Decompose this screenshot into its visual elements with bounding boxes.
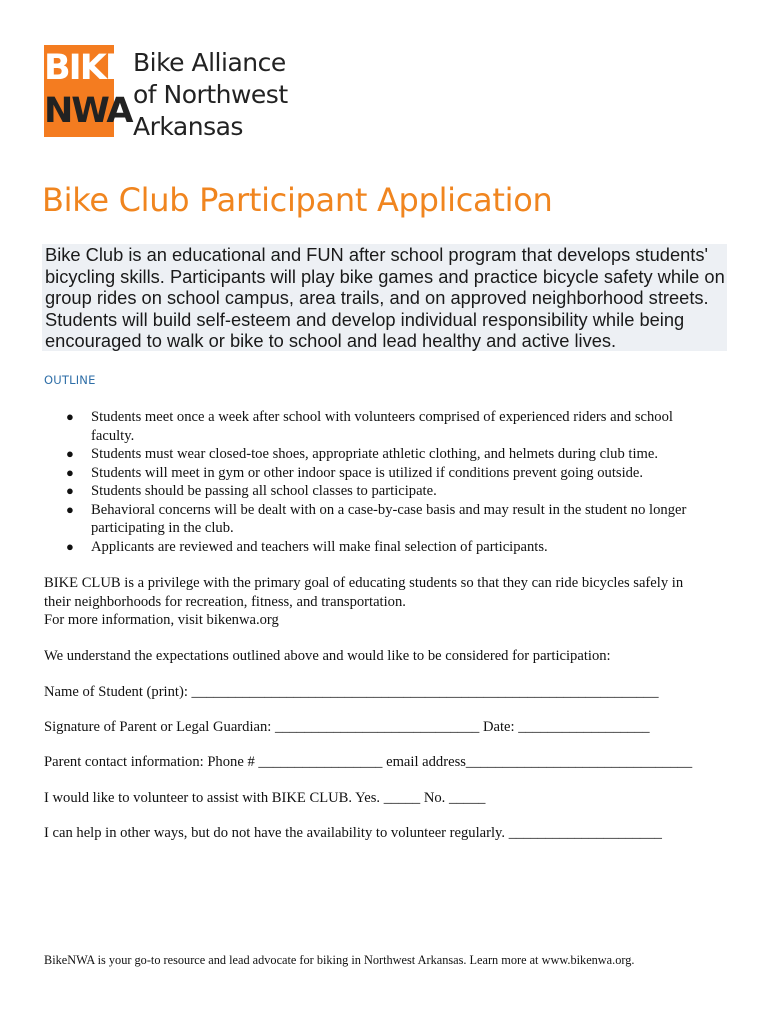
footer-brand: BikeNWA	[44, 953, 95, 967]
list-item	[66, 445, 716, 464]
bullet-icon: ●	[66, 538, 74, 554]
outline-list	[66, 408, 716, 556]
list-item-text: Applicants are reviewed and teachers will make final selection of participants.	[91, 538, 548, 555]
privilege-line-2: their neighborhoods for recreation, fitness, and transportation.	[44, 594, 406, 610]
student-name-field[interactable]: Name of Student (print): ________________________________________________________________	[44, 684, 659, 700]
outline-heading: OUTLINE	[44, 373, 96, 387]
list-item-text: Students will meet in gym or other indoor space is utilized if conditions prevent going outside.	[91, 464, 644, 481]
organization-name	[133, 47, 303, 143]
list-item-text: Behavioral concerns will be dealt with on a case-by-case basis and may result in the student no longer participating in the club.	[91, 501, 687, 536]
more-info-line: For more information, visit bikenwa.org	[44, 612, 279, 628]
list-item-text: Students meet once a week after school with volunteers comprised of experienced riders and school faculty.	[91, 409, 673, 444]
org-name-line-2: of Northwest	[133, 80, 288, 109]
signature-date-field[interactable]: Signature of Parent or Legal Guardian: ____________________________ Date: __________________	[44, 719, 650, 735]
footer-link[interactable]: www.bikenwa.org	[541, 953, 632, 967]
intro-paragraph: Bike Club is an educational and FUN after school program that develops students' bicycling skills. Participants will play bike games and practice bicycle safety while on group rides on school campus, area trails, and on approved neighborhood streets. Students will build self-esteem and develop individual responsibility while being encouraged to walk or bike to school and lead healthy and active lives.	[42, 244, 727, 351]
org-name-line-3: Arkansas	[133, 112, 243, 141]
bullet-icon: ●	[66, 464, 74, 480]
bullet-icon: ●	[66, 501, 74, 517]
bullet-icon: ●	[66, 446, 74, 461]
logo-text-bike: BIKE	[44, 48, 127, 88]
footer-note	[44, 953, 634, 968]
list-item-text: Students should be passing all school classes to participate.	[91, 483, 437, 499]
logo-text-nwa: NWA	[44, 91, 132, 131]
list-item-text: Students must wear closed-toe shoes, appropriate athletic clothing, and helmets during club time.	[91, 446, 658, 462]
volunteer-choice-field[interactable]: I would like to volunteer to assist with BIKE CLUB. Yes. _____ No. _____	[44, 790, 486, 806]
list-item	[66, 408, 716, 445]
list-item	[66, 464, 716, 483]
footer-text: is your go-to resource and lead advocate for biking in Northwest Arkansas. Learn more at	[94, 953, 542, 967]
expectations-statement: We understand the expectations outlined above and would like to be considered for participation:	[44, 648, 611, 664]
parent-contact-field[interactable]: Parent contact information: Phone # _________________ email address_______________________________	[44, 754, 693, 770]
privilege-line-1: BIKE CLUB is a privilege with the primary goal of educating students so that they can ride bicycles safely in	[44, 575, 684, 591]
page-title: Bike Club Participant Application	[42, 181, 553, 219]
bikenwa-logo	[44, 45, 132, 137]
bullet-icon: ●	[66, 409, 74, 424]
other-help-field[interactable]: I can help in other ways, but do not have the availability to volunteer regularly. _____________________	[44, 825, 662, 841]
footer-period: .	[631, 953, 635, 967]
list-item	[66, 501, 716, 538]
bullet-icon: ●	[66, 483, 74, 498]
list-item	[66, 482, 716, 501]
list-item	[66, 538, 716, 557]
org-name-line-1: Bike Alliance	[133, 48, 286, 77]
